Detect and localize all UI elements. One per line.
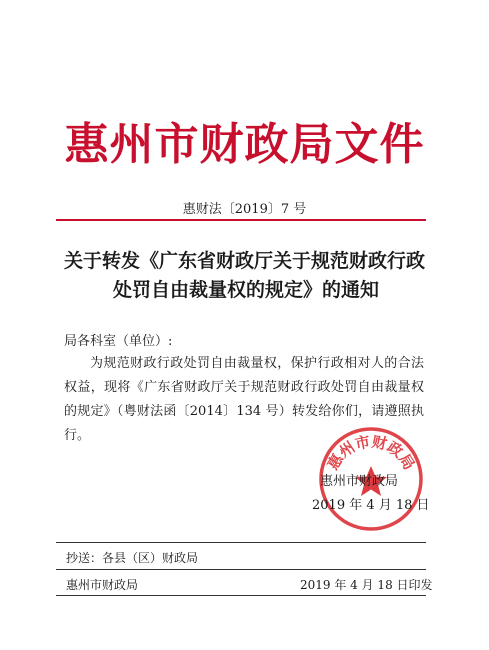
addressee: 局各科室（单位）: bbox=[64, 334, 173, 349]
document-number: 惠财法〔2019〕7 号 bbox=[182, 202, 307, 217]
body-paragraph: 为规范财政行政处罚自由裁量权，保护行政相对人的合法权益，现将《广东省财政厅关于规范财政行政处罚自由裁量权的规定》（粤财法函〔2014〕134 号）转发给你们，请遵照执行。 bbox=[64, 356, 424, 443]
footer-top-rule bbox=[56, 542, 426, 543]
signature-organization: 惠州市财政局 bbox=[320, 474, 399, 489]
notice-title-line-2: 处罚自由裁量权的规定》的通知 bbox=[113, 279, 380, 301]
red-separator-line bbox=[56, 219, 426, 221]
notice-title-line-1: 关于转发《广东省财政厅关于规范财政行政 bbox=[64, 250, 426, 272]
cc-line: 抄送：各县（区）财政局 bbox=[66, 551, 199, 565]
issuer-name: 惠州市财政局 bbox=[66, 578, 139, 592]
document-masthead: 惠州市财政局文件 bbox=[64, 119, 425, 170]
seal-text: 惠州市财政局 bbox=[323, 432, 419, 474]
print-date: 2019 年 4 月 18 日印发 bbox=[300, 578, 433, 592]
footer-middle-rule bbox=[56, 569, 426, 570]
footer-bottom-rule bbox=[56, 595, 426, 596]
signature-date: 2019 年 4 月 18 日 bbox=[312, 498, 430, 513]
